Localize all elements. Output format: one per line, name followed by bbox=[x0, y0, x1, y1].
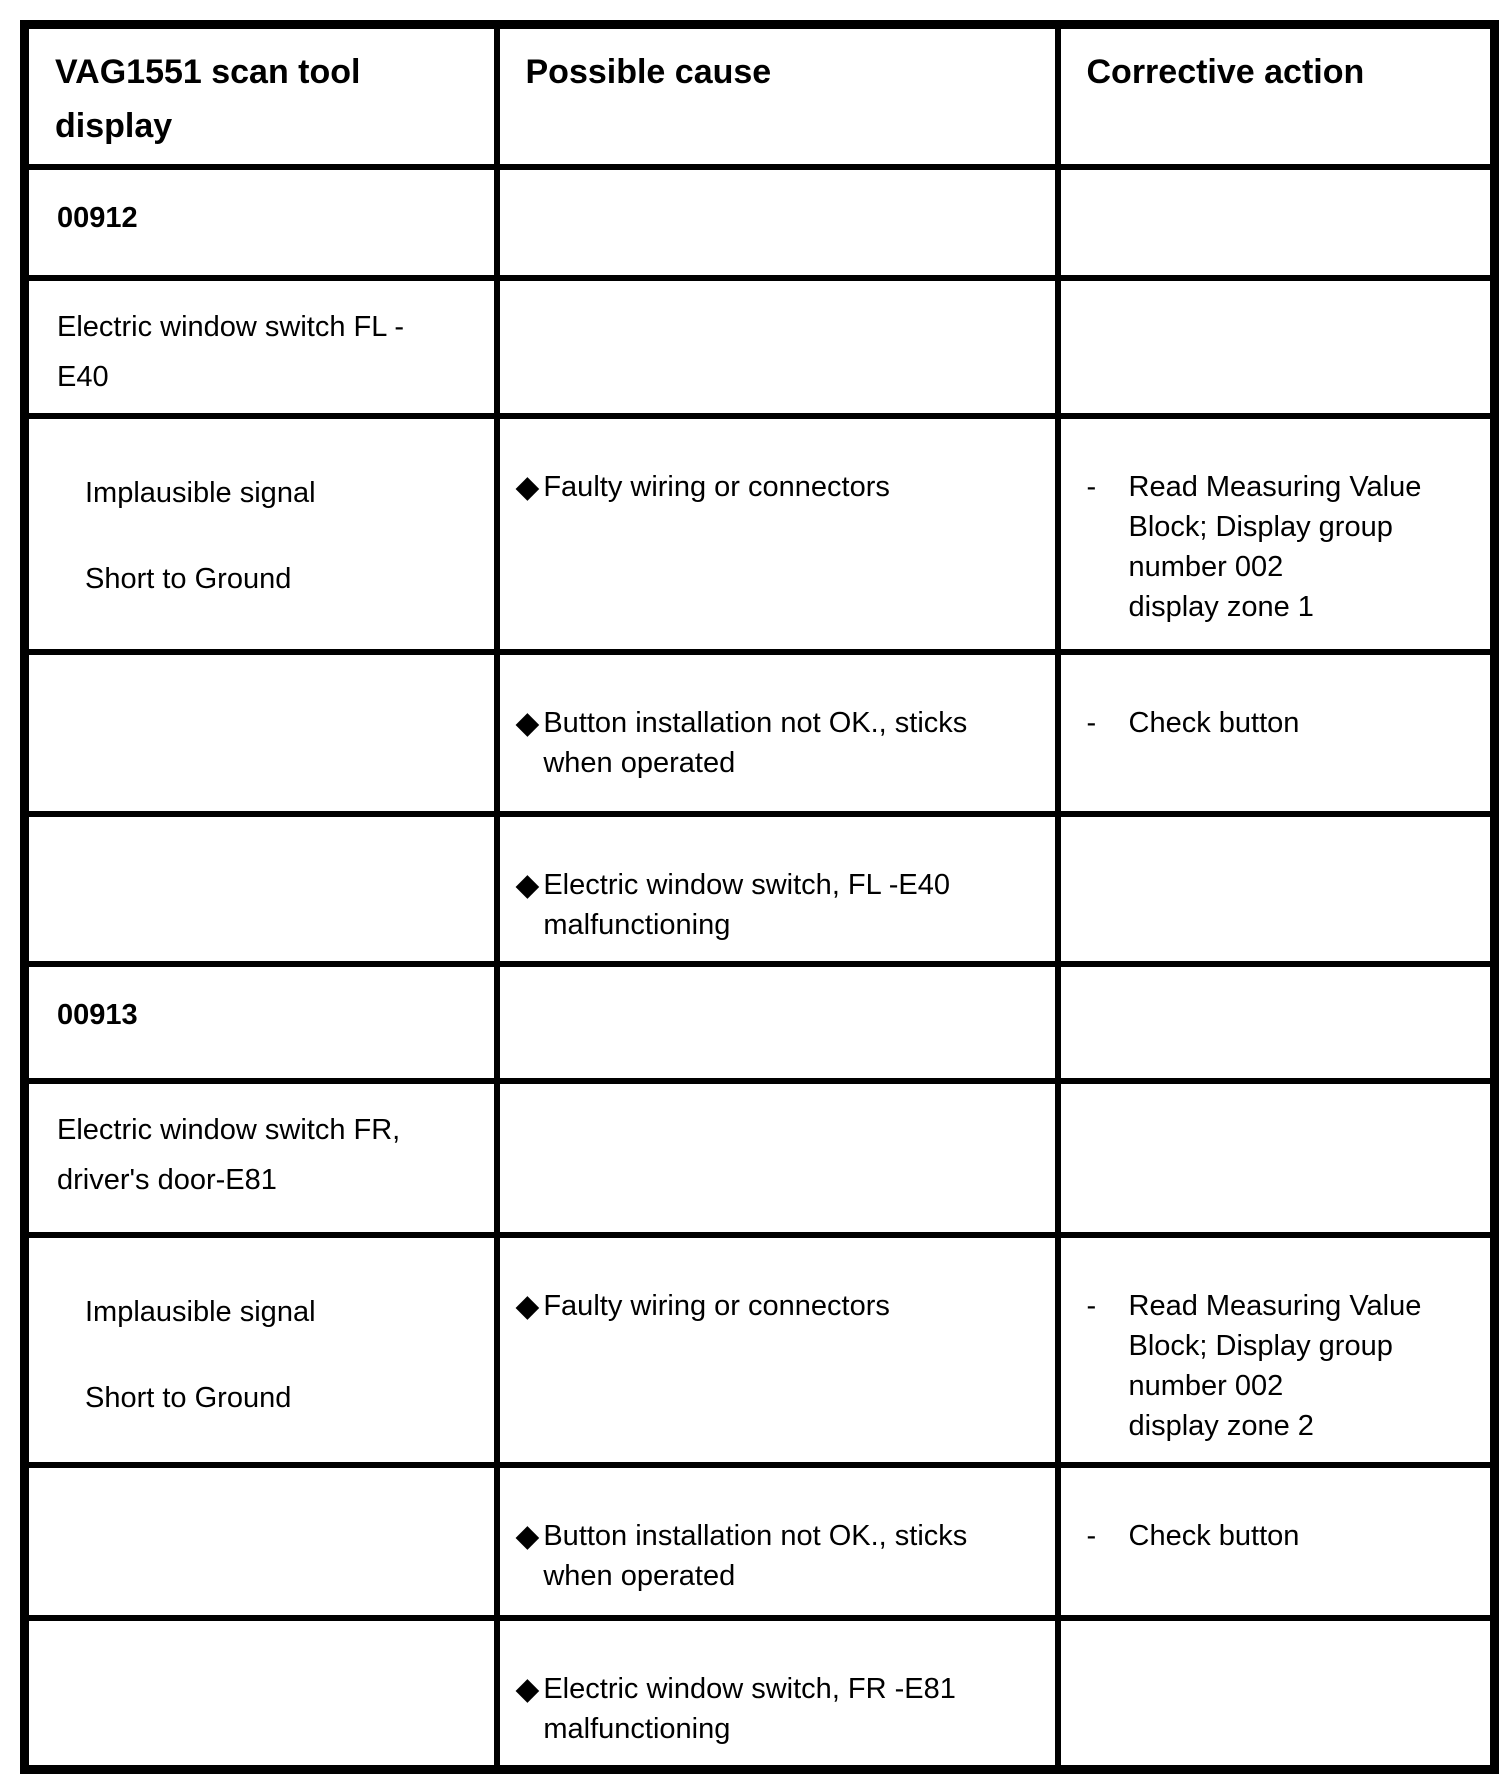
col-header-scan-display-label: VAG1551 scan tool display bbox=[55, 53, 361, 146]
fault-symptom-cell bbox=[25, 416, 497, 652]
fault-symptom-lines: Implausible signal Short to Ground bbox=[85, 1295, 316, 1414]
col-header-corrective-action: Corrective action bbox=[1058, 25, 1495, 167]
table-row bbox=[25, 278, 1495, 416]
cause-text: Electric window switch, FR -E81 malfunctioning bbox=[543, 1672, 956, 1745]
empty-cell bbox=[25, 814, 497, 964]
action-cell bbox=[1058, 1235, 1495, 1465]
cause-item bbox=[516, 1516, 1041, 1596]
table-row bbox=[25, 1618, 1495, 1770]
table-row bbox=[25, 652, 1495, 814]
empty-cell bbox=[1058, 1081, 1495, 1235]
cause-item bbox=[516, 703, 1041, 783]
action-text: Check button bbox=[1128, 1519, 1300, 1552]
cause-text: Faulty wiring or connectors bbox=[543, 1289, 890, 1322]
cause-item bbox=[516, 1286, 1041, 1326]
empty-cell bbox=[497, 278, 1058, 416]
empty-cell bbox=[1058, 278, 1495, 416]
fault-symptom-cell bbox=[25, 1235, 497, 1465]
empty-cell bbox=[497, 167, 1058, 278]
action-item bbox=[1081, 467, 1479, 627]
table-row bbox=[25, 1081, 1495, 1235]
action-text: Read Measuring Value Block; Display group number 002 display zone 2 bbox=[1128, 1289, 1422, 1442]
dash-icon: - bbox=[1086, 470, 1097, 503]
table-row bbox=[25, 1235, 1495, 1465]
cause-cell bbox=[497, 652, 1058, 814]
action-text: Check button bbox=[1128, 706, 1300, 739]
table-row bbox=[25, 416, 1495, 652]
empty-cell bbox=[1058, 167, 1495, 278]
cause-item bbox=[516, 467, 1041, 507]
cause-cell bbox=[497, 1465, 1058, 1618]
col-header-possible-cause: Possible cause bbox=[497, 25, 1058, 167]
dash-icon: - bbox=[1086, 1519, 1097, 1552]
cause-item bbox=[516, 865, 1041, 945]
empty-cell bbox=[1058, 964, 1495, 1081]
action-cell bbox=[1058, 652, 1495, 814]
dtc-code: 00913 bbox=[25, 964, 497, 1081]
cause-cell bbox=[497, 814, 1058, 964]
table-row bbox=[25, 1465, 1495, 1618]
empty-cell bbox=[25, 1618, 497, 1770]
cause-text: Button installation not OK., sticks when operated bbox=[543, 1519, 968, 1592]
cause-text: Electric window switch, FL -E40 malfunctioning bbox=[543, 868, 951, 941]
cause-item bbox=[516, 1669, 1041, 1749]
diamond-bullet-icon: ◆ bbox=[515, 1670, 540, 1706]
dtc-code: 00912 bbox=[25, 167, 497, 278]
cause-cell bbox=[497, 1618, 1058, 1770]
action-cell bbox=[1058, 416, 1495, 652]
empty-cell bbox=[25, 1465, 497, 1618]
diamond-bullet-icon: ◆ bbox=[515, 866, 540, 902]
diamond-bullet-icon: ◆ bbox=[515, 704, 540, 740]
action-text: Read Measuring Value Block; Display group number 002 display zone 1 bbox=[1128, 470, 1422, 623]
header-row bbox=[25, 25, 1495, 167]
empty-cell bbox=[1058, 814, 1495, 964]
cause-text: Button installation not OK., sticks when operated bbox=[543, 706, 968, 779]
empty-cell bbox=[25, 652, 497, 814]
cause-cell bbox=[497, 416, 1058, 652]
action-item bbox=[1081, 1516, 1479, 1556]
table-row bbox=[25, 964, 1495, 1081]
diamond-bullet-icon: ◆ bbox=[515, 1287, 540, 1323]
cause-text: Faulty wiring or connectors bbox=[543, 470, 890, 503]
diamond-bullet-icon: ◆ bbox=[515, 1517, 540, 1553]
dtc-table bbox=[20, 20, 1499, 1774]
dash-icon: - bbox=[1086, 1289, 1097, 1322]
action-item bbox=[1081, 1286, 1479, 1446]
col-header-scan-display bbox=[25, 25, 497, 167]
component-name: Electric window switch FL - E40 bbox=[25, 278, 497, 416]
action-cell bbox=[1058, 1465, 1495, 1618]
fault-symptom-lines: Implausible signal Short to Ground bbox=[85, 476, 316, 595]
dash-icon: - bbox=[1086, 706, 1097, 739]
action-item bbox=[1081, 703, 1479, 743]
table-row bbox=[25, 814, 1495, 964]
diamond-bullet-icon: ◆ bbox=[515, 468, 540, 504]
cause-cell bbox=[497, 1235, 1058, 1465]
empty-cell bbox=[497, 1081, 1058, 1235]
table-row bbox=[25, 167, 1495, 278]
empty-cell bbox=[1058, 1618, 1495, 1770]
empty-cell bbox=[497, 964, 1058, 1081]
component-name: Electric window switch FR, driver's door-E81 bbox=[25, 1081, 497, 1235]
